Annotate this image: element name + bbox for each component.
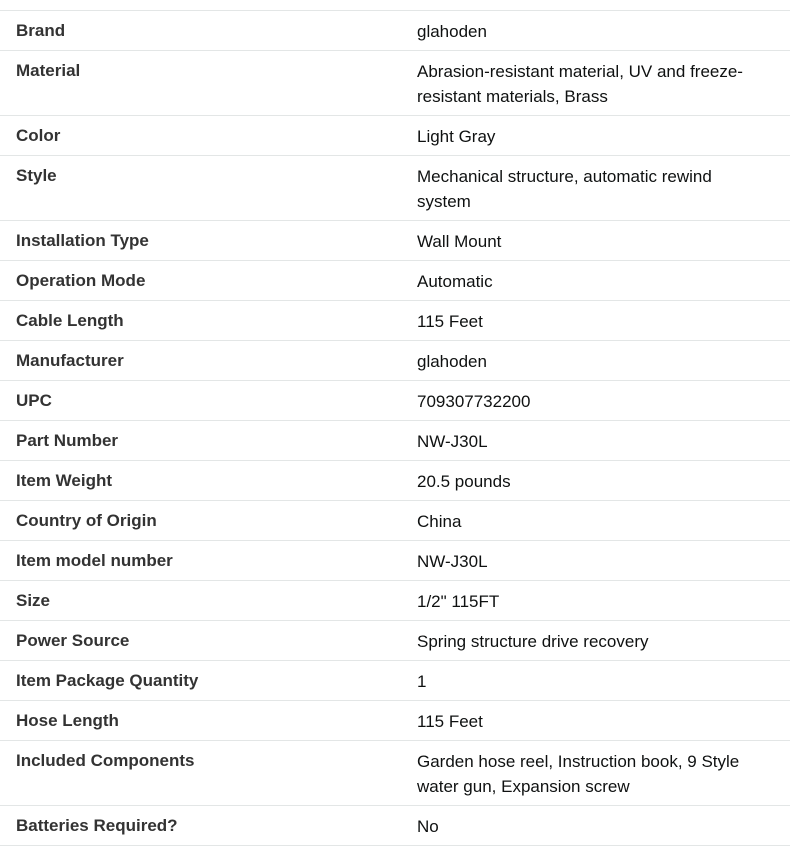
spec-row-power-source <box>0 621 790 661</box>
spec-value: NW-J30L <box>417 432 488 451</box>
spec-value: 1/2" 115FT <box>417 592 500 611</box>
spec-label: Cable Length <box>16 311 124 330</box>
spec-row-country-of-origin <box>0 501 790 541</box>
spec-value: 20.5 pounds <box>417 472 511 491</box>
spec-label: Brand <box>16 21 66 40</box>
spec-label: Item Package Quantity <box>16 671 199 690</box>
spec-value: glahoden <box>417 352 487 371</box>
spec-label: Power Source <box>16 631 130 650</box>
spec-row-size <box>0 581 790 621</box>
spec-value: Automatic <box>417 272 493 291</box>
spec-row-brand <box>0 11 790 51</box>
spec-row-material <box>0 51 790 116</box>
spec-label: Item model number <box>16 551 173 570</box>
spec-label: Installation Type <box>16 231 149 250</box>
spec-value: China <box>417 512 462 531</box>
spec-value: Garden hose reel, Instruction book, 9 Style water gun, Expansion screw <box>417 752 740 796</box>
spec-label: Country of Origin <box>16 511 157 530</box>
spec-label: Batteries Required? <box>16 816 178 835</box>
spec-row-batteries-required <box>0 806 790 846</box>
spec-value: Abrasion-resistant material, UV and freeze-resistant materials, Brass <box>417 62 743 106</box>
spec-row-part-number <box>0 421 790 461</box>
spec-row-included-components <box>0 741 790 806</box>
spec-value: 1 <box>417 672 427 691</box>
spec-row-upc <box>0 381 790 421</box>
spec-value: Spring structure drive recovery <box>417 632 649 651</box>
spec-row-installation-type <box>0 221 790 261</box>
spec-label: Size <box>16 591 51 610</box>
spec-value: Light Gray <box>417 127 496 146</box>
spec-label: Item Weight <box>16 471 113 490</box>
product-details-table <box>0 10 790 846</box>
spec-value: 115 Feet <box>417 712 483 731</box>
spec-value: No <box>417 817 439 836</box>
spec-row-operation-mode <box>0 261 790 301</box>
spec-label: Style <box>16 166 57 185</box>
spec-value: glahoden <box>417 22 487 41</box>
spec-label: Color <box>16 126 61 145</box>
spec-label: Included Components <box>16 751 195 770</box>
spec-value: 709307732200 <box>417 392 531 411</box>
spec-row-item-model-number <box>0 541 790 581</box>
spec-value: NW-J30L <box>417 552 488 571</box>
spec-value: 115 Feet <box>417 312 483 331</box>
spec-label: Material <box>16 61 81 80</box>
spec-label: Manufacturer <box>16 351 124 370</box>
spec-row-item-package-quantity <box>0 661 790 701</box>
spec-row-hose-length <box>0 701 790 741</box>
spec-row-cable-length <box>0 301 790 341</box>
spec-row-style <box>0 156 790 221</box>
spec-label: Operation Mode <box>16 271 146 290</box>
spec-label: UPC <box>16 391 52 410</box>
spec-row-color <box>0 116 790 156</box>
spec-value: Mechanical structure, automatic rewind system <box>417 167 712 211</box>
spec-row-manufacturer <box>0 341 790 381</box>
spec-label: Part Number <box>16 431 119 450</box>
spec-label: Hose Length <box>16 711 119 730</box>
spec-value: Wall Mount <box>417 232 502 251</box>
spec-row-item-weight <box>0 461 790 501</box>
